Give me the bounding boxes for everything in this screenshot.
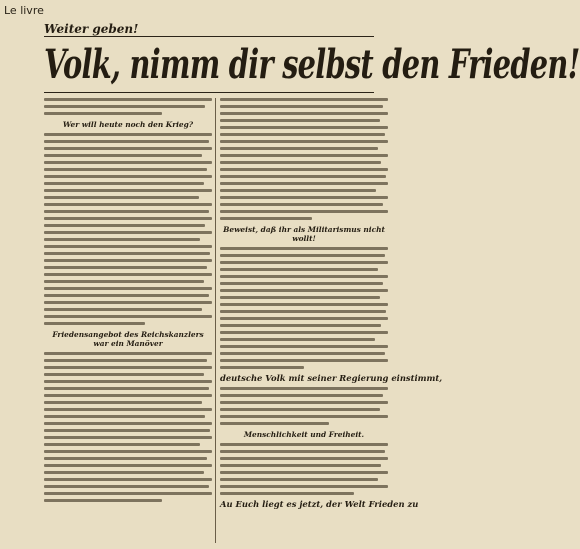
text-line	[220, 175, 386, 178]
text-line	[44, 443, 200, 446]
text-line	[44, 203, 212, 206]
subhead-who-wants-war: Wer will heute noch den Krieg?	[62, 120, 194, 129]
text-line	[220, 450, 385, 453]
text-line	[44, 161, 212, 164]
text-line	[44, 238, 200, 241]
text-line	[44, 140, 209, 143]
text-line	[44, 147, 212, 150]
text-line	[220, 119, 380, 122]
text-line	[220, 485, 388, 488]
headline: Volk, nimm dir selbst den Frieden!	[44, 41, 580, 88]
text-line	[44, 401, 202, 404]
text-line	[220, 331, 388, 334]
headline-rule	[44, 92, 374, 93]
text-line	[44, 380, 212, 383]
text-line	[44, 266, 207, 269]
text-line	[44, 294, 209, 297]
text-line	[44, 287, 212, 290]
text-line	[44, 112, 162, 115]
text-line	[220, 478, 378, 481]
body-paragraph	[44, 352, 212, 502]
text-line	[220, 303, 388, 306]
text-line	[220, 422, 329, 425]
text-line	[44, 352, 212, 355]
kicker-text: Weiter geben!	[44, 22, 139, 36]
text-line	[44, 485, 209, 488]
text-line	[220, 457, 388, 460]
text-line	[44, 366, 212, 369]
text-line	[44, 436, 212, 439]
text-line	[44, 464, 212, 467]
text-line	[44, 280, 204, 283]
text-line	[220, 203, 383, 206]
text-line	[220, 275, 388, 278]
text-line	[220, 217, 312, 220]
text-line	[44, 499, 162, 502]
text-line	[44, 422, 212, 425]
column-divider	[215, 98, 216, 543]
subhead-militarism: Beweist, daß ihr als Militarismus nicht wollt!	[223, 225, 385, 243]
text-line	[44, 415, 205, 418]
text-line	[44, 387, 209, 390]
text-line	[220, 352, 385, 355]
text-line	[44, 478, 212, 481]
text-line	[44, 182, 204, 185]
text-line	[220, 443, 388, 446]
text-line	[44, 259, 212, 262]
text-line	[44, 457, 207, 460]
body-paragraph	[220, 443, 388, 495]
text-line	[220, 154, 388, 157]
text-line	[44, 168, 207, 171]
text-line	[220, 126, 388, 129]
text-line	[44, 98, 212, 101]
text-line	[44, 359, 207, 362]
text-line	[44, 217, 212, 220]
text-line	[44, 175, 212, 178]
text-line	[44, 210, 209, 213]
text-line	[44, 301, 212, 304]
text-line	[44, 308, 202, 311]
left-column	[44, 98, 212, 507]
top-rule	[44, 36, 374, 37]
subhead-government: deutsche Volk mit seiner Regierung einstimmt,	[220, 373, 443, 383]
text-line	[220, 401, 388, 404]
text-line	[44, 133, 212, 136]
text-line	[220, 310, 386, 313]
text-line	[44, 105, 205, 108]
text-line	[44, 154, 202, 157]
text-line	[44, 189, 212, 192]
right-column	[220, 98, 443, 513]
text-line	[220, 98, 388, 101]
text-line	[44, 429, 210, 432]
text-line	[220, 196, 388, 199]
text-line	[44, 196, 199, 199]
text-line	[44, 231, 212, 234]
text-line	[220, 492, 354, 495]
text-line	[44, 252, 210, 255]
text-line	[220, 247, 388, 250]
body-paragraph	[220, 98, 388, 220]
text-line	[220, 133, 385, 136]
body-paragraph	[220, 247, 388, 369]
text-line	[44, 471, 204, 474]
text-line	[220, 296, 380, 299]
text-line	[220, 161, 381, 164]
text-line	[220, 112, 388, 115]
body-paragraph	[44, 133, 212, 325]
text-line	[220, 261, 388, 264]
text-line	[220, 345, 388, 348]
text-line	[220, 394, 383, 397]
text-line	[220, 105, 383, 108]
text-line	[220, 324, 381, 327]
subhead-peace-offer: Friedensangebot des Reichskanzlers war ein Manöver	[52, 330, 204, 348]
text-line	[220, 366, 304, 369]
subhead-world-peace: Au Euch liegt es jetzt, der Welt Frieden zu	[220, 499, 419, 509]
text-line	[220, 464, 381, 467]
text-line	[220, 471, 388, 474]
text-line	[44, 373, 204, 376]
text-line	[220, 289, 388, 292]
text-line	[220, 168, 388, 171]
intro-paragraph	[44, 98, 212, 115]
text-line	[220, 254, 385, 257]
text-line	[44, 394, 212, 397]
text-line	[220, 359, 388, 362]
text-line	[44, 408, 212, 411]
corner-label: Le livre	[4, 4, 44, 17]
text-line	[220, 268, 378, 271]
body-paragraph	[220, 387, 388, 425]
text-line	[220, 210, 388, 213]
text-line	[44, 492, 212, 495]
text-line	[220, 387, 388, 390]
text-line	[220, 317, 388, 320]
text-line	[220, 408, 380, 411]
text-line	[44, 322, 145, 325]
text-line	[220, 415, 388, 418]
text-line	[220, 147, 378, 150]
text-line	[220, 140, 388, 143]
text-line	[44, 273, 212, 276]
text-line	[44, 315, 212, 318]
text-line	[44, 450, 212, 453]
text-line	[44, 245, 212, 248]
text-line	[220, 282, 383, 285]
text-line	[44, 224, 205, 227]
text-line	[220, 338, 375, 341]
text-line	[220, 182, 388, 185]
subhead-humanity: Menschlichkeit und Freiheit.	[243, 430, 365, 439]
text-line	[220, 189, 376, 192]
